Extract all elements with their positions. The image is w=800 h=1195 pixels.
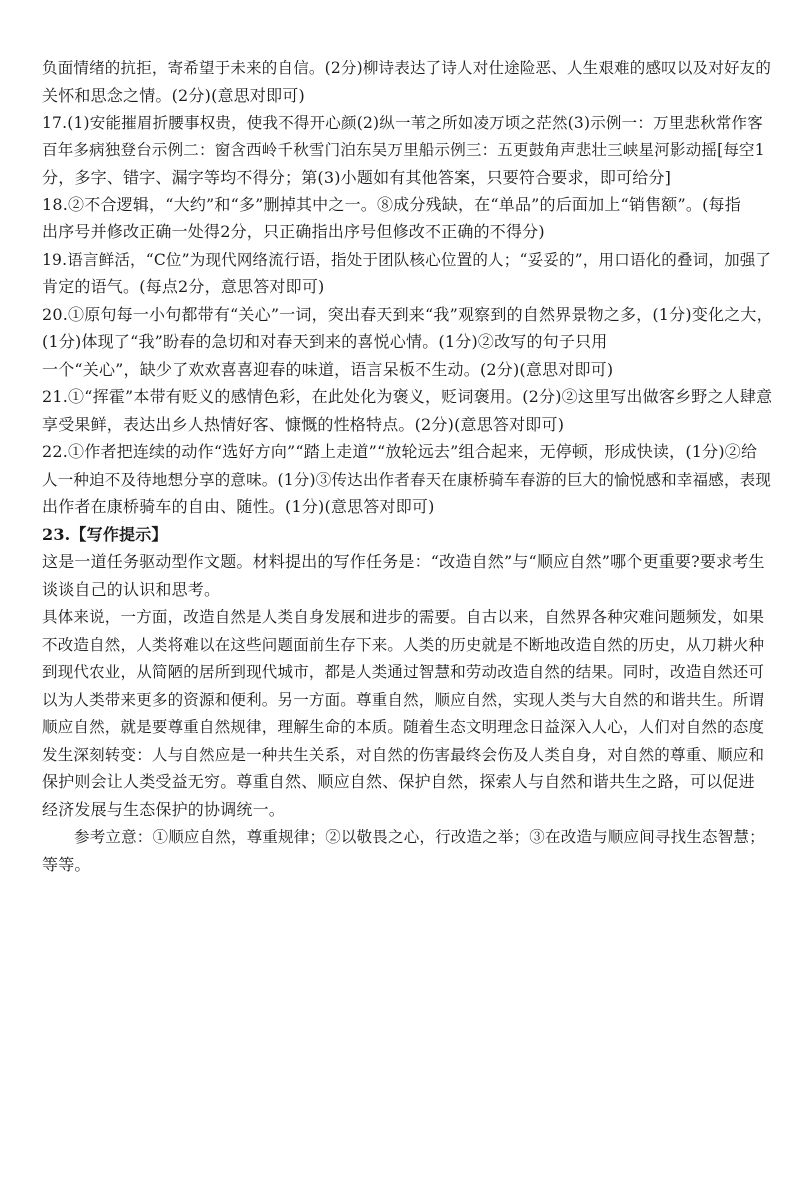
text-line: 谈谈自己的认识和思考。 xyxy=(42,580,221,599)
text-line: 人一种迫不及待地想分享的意味。(1分)③传达出作者春天在康桥骑车春游的巨大的愉悦感和幸福感，表现 xyxy=(42,471,772,489)
text-line: 负面情绪的抗拒，寄希望于未来的自信。(2分)柳诗表达了诗人对仕途险恶、人生艰难的感叹以及对好友的 xyxy=(42,59,772,77)
text-line: 到现代农业，从简陋的居所到现代城市，都是人类通过智慧和劳动改造自然的结果。同时，改造自然还可 xyxy=(42,663,765,681)
text-line: 20.①原句每一小句都带有“关心”一词，突出春天到来“我”观察到的自然界景物之多，(1分)变化之大， xyxy=(42,305,773,324)
text-line: 一个“关心”，缺少了欢欢喜喜迎春的味道，语言呆板不生动。(2分)(意思对即可) xyxy=(42,360,614,379)
text-line: 发生深刻转变：人与自然应是一种共生关系，对自然的伤害最终会伤及人类自身，对自然的尊重、顺应和 xyxy=(42,746,765,764)
text-line: 肯定的语气。(每点2分，意思答对即可) xyxy=(42,277,325,296)
text-line: (1分)体现了“我”盼春的急切和对春天到来的喜悦心情。(1分)②改写的句子只用 xyxy=(42,332,608,351)
text-line: 分，多字、错字、漏字等均不得分；第(3)小题如有其他答案，只要符合要求，即可给分] xyxy=(42,168,672,187)
text-line: 享受果鲜，表达出乡人热情好客、慷慨的性格特点。(2分)(意思答对即可) xyxy=(42,415,565,434)
text-line: 经济发展与生态保护的协调统一。 xyxy=(42,800,286,819)
text-line: 以为人类带来更多的资源和便利。另一方面。尊重自然，顺应自然，实现人类与大自然的和谐共生。所谓 xyxy=(42,691,765,709)
text-line: 保护则会让人类受益无穷。尊重自然、顺应自然、保护自然，探索人与自然和谐共生之路，可以促进 xyxy=(42,772,755,791)
section-heading: 23.【写作提示】 xyxy=(42,525,168,544)
text-line: 21.①“挥霍”本带有贬义的感情色彩，在此处化为褒义，贬词褒用。(2分)②这里写出做客乡野之人肆意 xyxy=(42,387,773,406)
text-line: 关怀和思念之情。(2分)(意思对即可) xyxy=(42,86,305,105)
text-line: 出序号并修改正确一处得2分，只正确指出序号但修改不正确的不得分) xyxy=(42,222,545,241)
text-line: 百年多病独登台示例二：窗含西岭千秋雪门泊东吴万里船示例三：五更鼓角声悲壮三峡星河影动摇[每空1 xyxy=(42,141,765,159)
text-line: 17.(1)安能摧眉折腰事权贵，使我不得开心颜(2)纵一苇之所如凌万顷之茫然(3)示例一：万里悲秋常作客 xyxy=(42,114,763,132)
text-line: 具体来说，一方面，改造自然是人类自身发展和进步的需要。自古以来，自然界各种灾难问题频发，如果 xyxy=(42,608,765,626)
text-line: 等等。 xyxy=(42,855,91,874)
text-line: 这是一道任务驱动型作文题。材料提出的写作任务是：“改造自然”与“顺应自然”哪个更重要?要求考生 xyxy=(42,552,765,571)
text-line: 22.①作者把连续的动作“选好方向”“踏上走道”“放轮远去”组合起来，无停顿，形成快读，(1分)②给 xyxy=(42,442,758,461)
text-line: 出作者在康桥骑车的自由、随性。(1分)(意思答对即可) xyxy=(42,497,435,516)
text-line: 顺应自然，就是要尊重自然规律，理解生命的本质。随着生态文明理念日益深入人心，人们对自然的态度 xyxy=(42,718,765,736)
text-line: 不改造自然，人类将难以在这些问题面前生存下来。人类的历史就是不断地改造自然的历史，从刀耕火种 xyxy=(42,636,765,654)
text-line: 19.语言鲜活，“C位”为现代网络流行语，指处于团队核心位置的人；“妥妥的”，用口语化的叠词，加强了 xyxy=(42,251,772,269)
reference-ideas-line: 参考立意：①顺应自然，尊重规律；②以敬畏之心，行改造之举；③在改造与顺应间寻找生态智慧； xyxy=(74,828,765,846)
text-line: 18.②不合逻辑，“大约”和“多”删掉其中之一。⑧成分残缺，在“单品”的后面加上“销售额”。(每指 xyxy=(42,195,741,214)
